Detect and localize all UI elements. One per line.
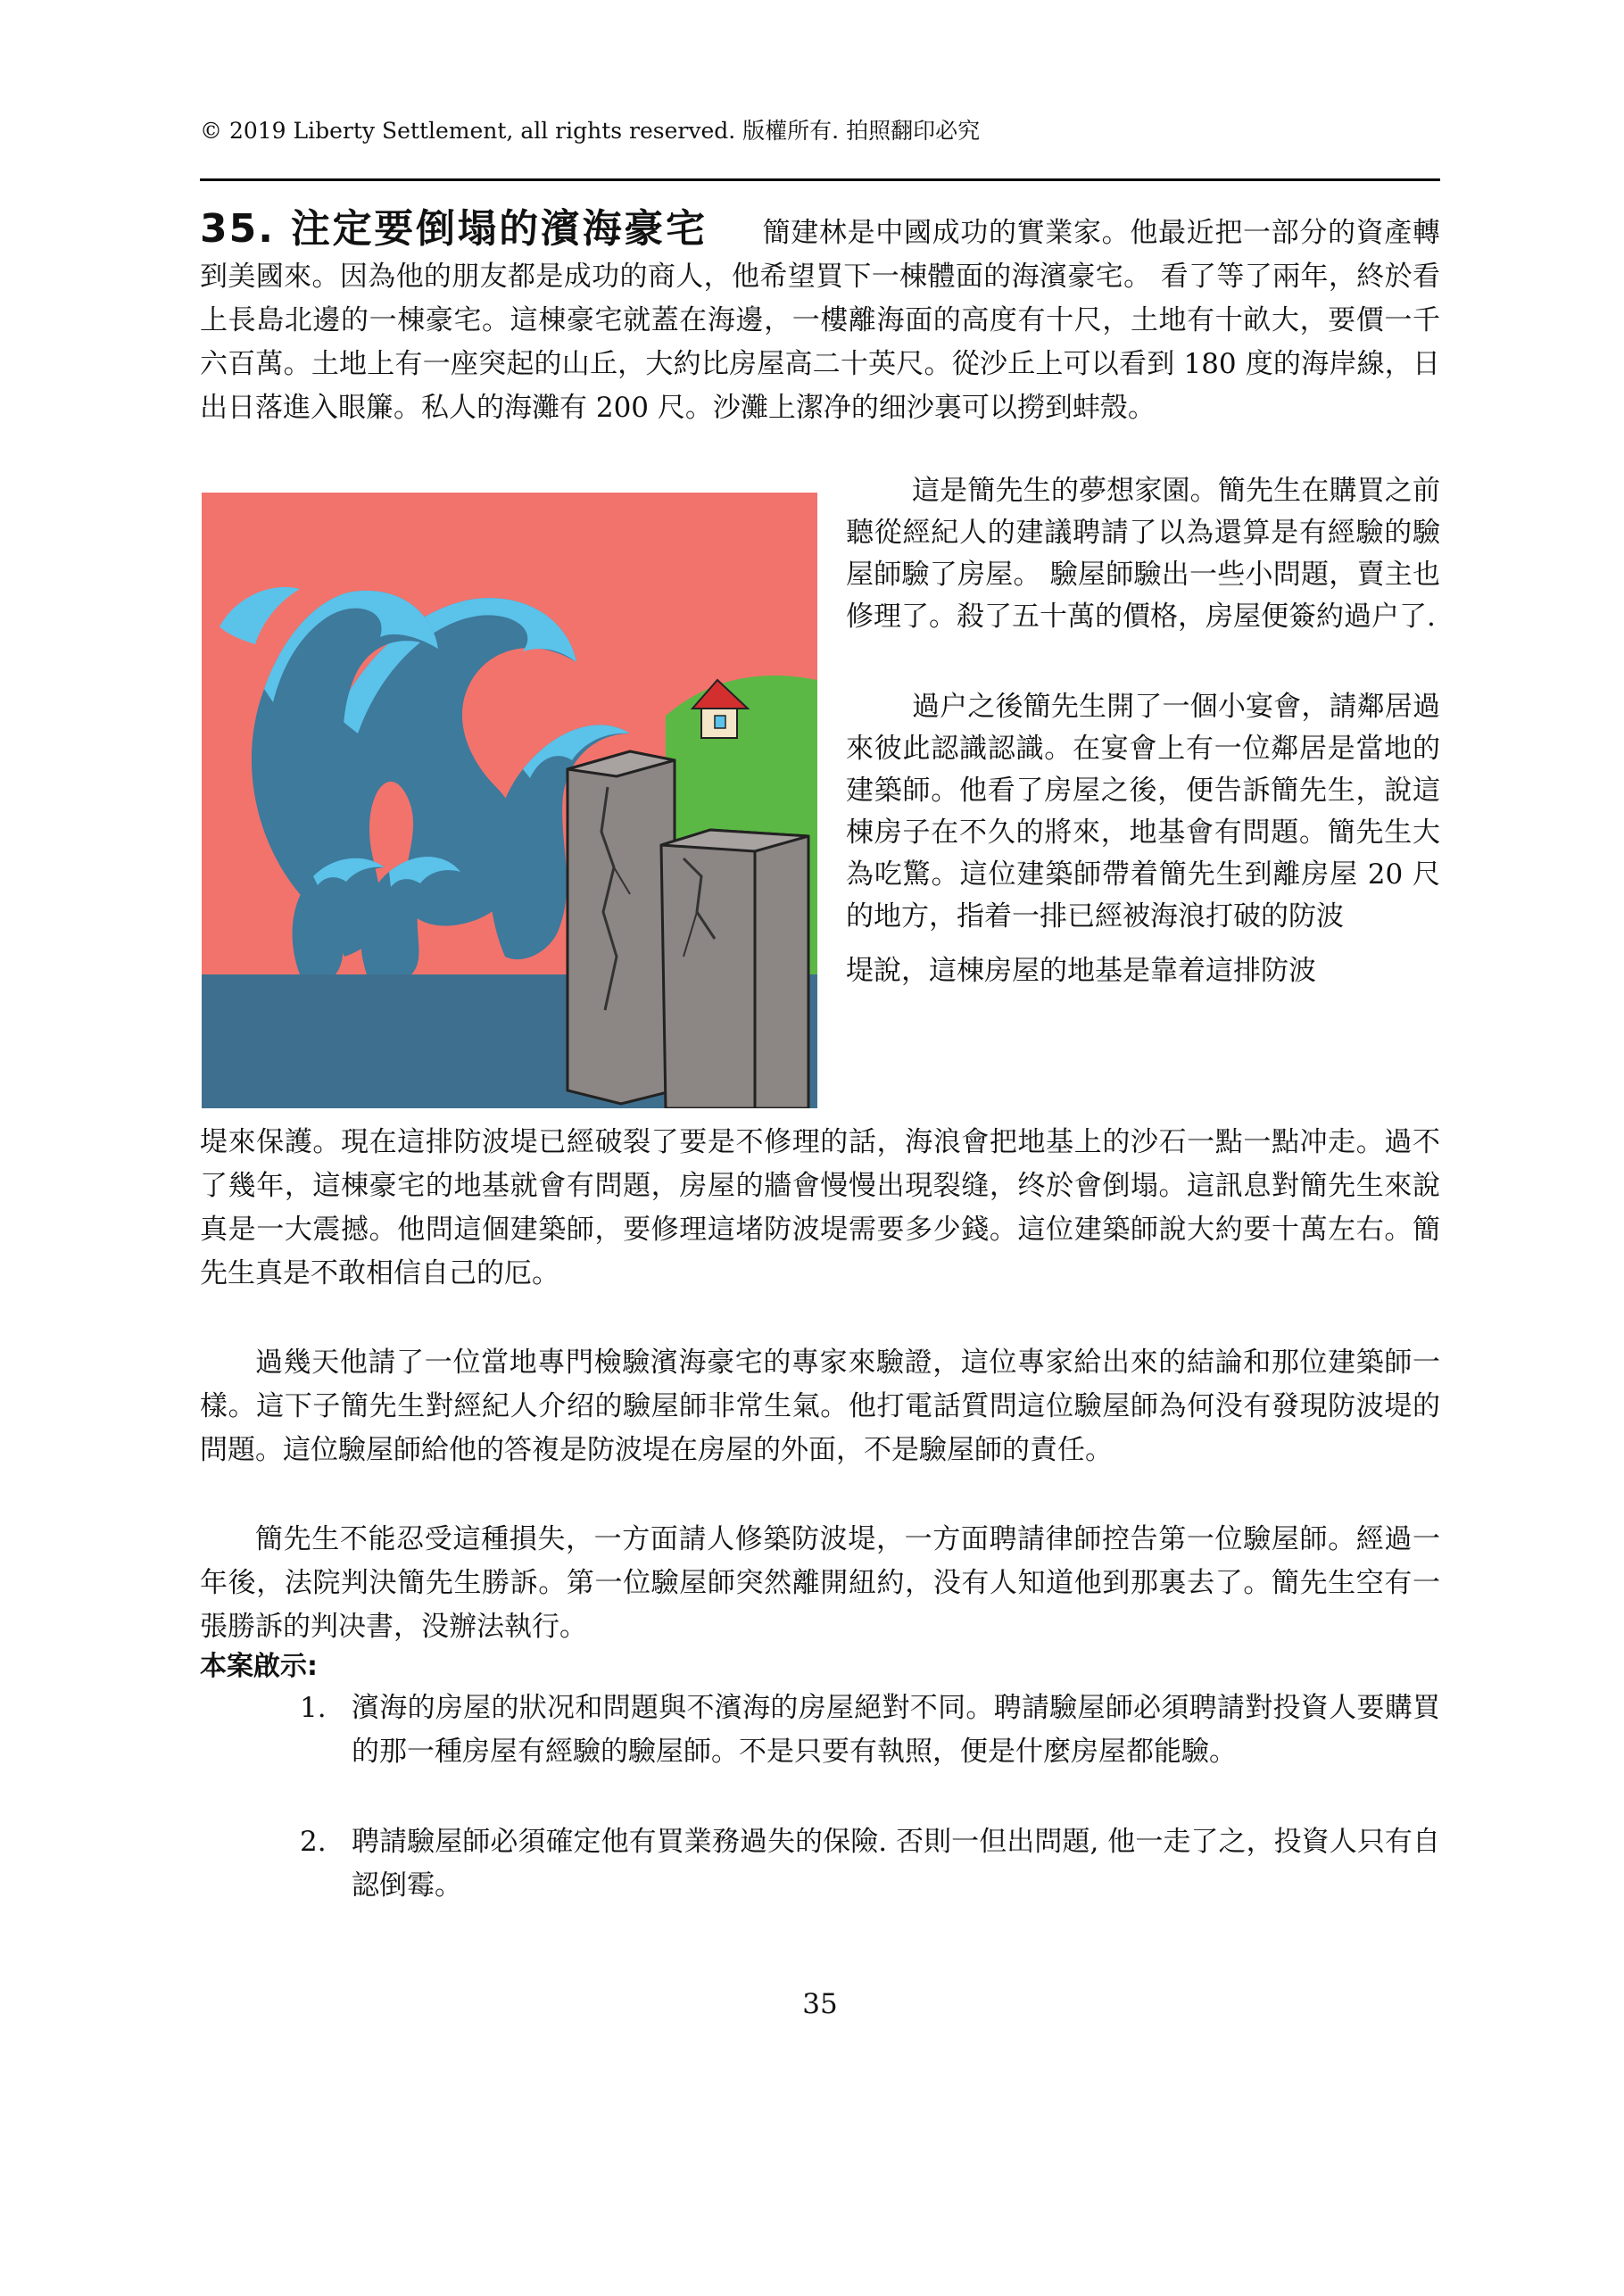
body-paragraph-2: 過幾天他請了一位當地專門檢驗濱海豪宅的專家來驗證，這位專家給出來的結論和那位建築師一樣。這下子簡先生對經紀人介绍的驗屋師非常生氣。他打電話質問這位驗屋師為何没有發現防波堤的問題。這位驗屋師給他的答複是防波堤在房屋的外面，不是驗屋師的責任。 [200,1347,1440,1466]
lesson-item [300,1687,1440,1774]
house-window [715,716,725,728]
tsunami-house-illustration [202,493,817,1108]
side-paragraph-1: 這是簡先生的夢想家園。簡先生在購買之前聽從經紀人的建議聘請了以為還算是有經驗的驗屋師驗了房屋。 驗屋師驗出一些小問題，賣主也修理了。殺了五十萬的價格，房屋便簽約過户了. [846,475,1440,633]
lesson-number: 1. [300,1692,327,1724]
body-paragraph-3: 簡先生不能忍受這種損失，一方面請人修築防波堤，一方面聘請律師控告第一位驗屋師。經過一年後，法院判決簡先生勝訴。第一位驗屋師突然離開紐約，没有人知道他到那裏去了。簡先生空有一張勝訴的判决書，没辦法執行。 [200,1523,1440,1643]
cliff-pillar-front [661,830,808,1108]
cliff-pillar-back [568,751,675,1104]
copyright-header: © 2019 Liberty Settlement, all rights reserved. 版權所有. 拍照翻印必究 [200,118,981,144]
lesson-item [300,1820,1440,1908]
intro-paragraph [200,207,1440,430]
intro-text: 簡建林是中國成功的實業家。他最近把一部分的資產轉到美國來。因為他的朋友都是成功的商人，他希望買下一棟體面的海濱豪宅。 看了等了兩年，終於看上長島北邊的一棟豪宅。這棟豪宅就蓋在海邊，一樓離海面的高度有十尺，土地有十畝大，要價一千六百萬。土地上有一座突起的山丘，大約比房屋高二十英尺。從沙丘上可以看到 180 度的海岸線，日出日落進入眼簾。私人的海灘有 200 尺。沙灘上潔净的细沙裏可以撈到蚌殼。 [200,217,1441,424]
document-page [200,0,1440,2296]
header-rule [200,178,1440,181]
page-number: 35 [802,1988,838,2020]
lesson-list [200,1687,1440,1908]
side-paragraph-3: 堤說，這棟房屋的地基是靠着這排防波 [846,955,1316,987]
lesson-number: 2. [300,1826,327,1858]
body-paragraph-1: 堤來保護。現在這排防波堤已經破裂了要是不修理的話，海浪會把地基上的沙石一點一點冲走。過不了幾年，這棟豪宅的地基就會有問題，房屋的牆會慢慢出現裂缝，终於會倒塌。這訊息對簡先生來說真是一大震撼。他問這個建築師，要修理這堵防波堤需要多少錢。這位建築師說大約要十萬左右。簡先生真是不敢相信自己的厄。 [200,1126,1440,1289]
body-text [200,1121,1440,1908]
lesson-text: 濱海的房屋的狀况和問題與不濱海的房屋絕對不同。聘請驗屋師必須聘請對投資人要購買的那一種房屋有經驗的驗屋師。不是只要有執照，便是什麼房屋都能驗。 [352,1692,1440,1768]
illustration-svg [202,493,817,1108]
lesson-label: 本案啟示: [200,1651,318,1682]
article-title: 35. 注定要倒塌的濱海豪宅 [200,206,708,252]
side-paragraph-2: 過户之後簡先生開了一個小宴會，請鄰居過來彼此認識認識。在宴會上有一位鄰居是當地的建築師。他看了房屋之後，便告訴簡先生，說這棟房子在不久的將來，地基會有問題。簡先生大為吃驚。這位建築師帶着簡先生到離房屋 20 尺的地方，指着一排已經被海浪打破的防波 [846,691,1440,932]
lesson-text: 聘請驗屋師必須確定他有買業務過失的保險. 否則一但出問題, 他一走了之，投資人只有自認倒霉。 [352,1826,1440,1902]
side-text-column [846,470,1440,992]
